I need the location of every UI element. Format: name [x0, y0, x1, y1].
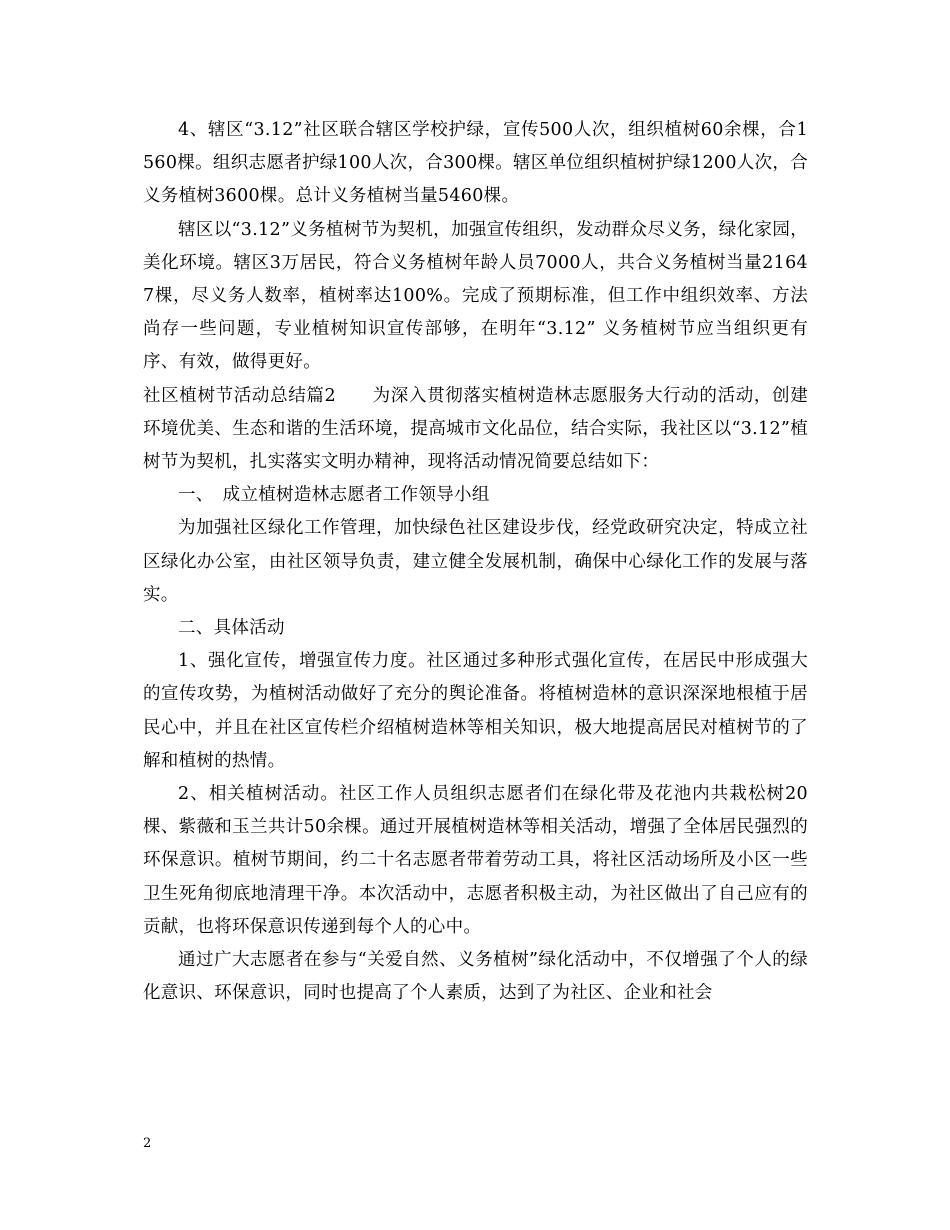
- paragraph-9: 通过广大志愿者在参与“关爱自然、义务植树”绿化活动中，不仅增强了个人的绿化意识、环保意识，同时也提高了个人素质，达到了为社区、企业和社会: [143, 950, 808, 1004]
- paragraph-5: 为加强社区绿化工作管理，加快绿色社区建设步伐，经党政研究决定，特成立社区绿化办公室，由社区领导负责，建立健全发展机制，确保中心绿化工作的发展与落实。: [143, 518, 808, 605]
- paragraph-3: 社区植树节活动总结篇2 为深入贯彻落实植树造林志愿服务大行动的活动，创建环境优美、生态和谐的生活环境，提高城市文化品位，结合实际，我社区以“3.12”植树节为契机，扎实落实文明办精神，现将活动情况简要总结如下：: [143, 385, 808, 473]
- paragraph-7: 1、强化宣传，增强宣传力度。社区通过多种形式强化宣传，在居民中形成强大的宣传攻势，为植树活动做好了充分的舆论准备。将植树造林的意识深深地根植于居民心中，并且在社区宣传栏介绍植树造林等相关知识，极大地提高居民对植树节的了解和植树的热情。: [143, 651, 808, 771]
- paragraph-6: 二、具体活动: [178, 618, 285, 639]
- paragraph-8: 2、相关植树活动。社区工作人员组织志愿者们在绿化带及花池内共栽松树20棵、紫薇和玉兰共计50余棵。通过开展植树造林等相关活动，增强了全体居民强烈的环保意识。植树节期间，约二十名志愿者带着劳动工具，将社区活动场所及小区一些卫生死角彻底地清理干净。本次活动中，志愿者积极主动，为社区做出了自己应有的贡献，也将环保意识传递到每个人的心中。: [143, 784, 808, 937]
- paragraph-1: 4、辖区“3.12”社区联合辖区学校护绿，宣传500人次，组织植树60余棵，合1560棵。组织志愿者护绿100人次，合300棵。辖区单位组织植树护绿1200人次，合义务植树3600棵。总计义务植树当量5460棵。: [143, 120, 808, 207]
- paragraph-4: 一、 成立植树造林志愿者工作领导小组: [178, 485, 490, 506]
- document-body: [143, 114, 808, 1010]
- paragraph-2: 辖区以“3.12”义务植树节为契机，加强宣传组织，发动群众尽义务，绿化家园，美化环境。辖区3万居民，符合义务植树年龄人员7000人，共合义务植树当量21647棵，尽义务人数率，植树率达100%。完成了预期标准，但工作中组织效率、方法尚存一些问题，专业植树知识宣传部够，在明年“3.12” 义务植树节应当组织更有序、有效，做得更好。: [143, 219, 808, 373]
- page-number: 2: [143, 1136, 152, 1151]
